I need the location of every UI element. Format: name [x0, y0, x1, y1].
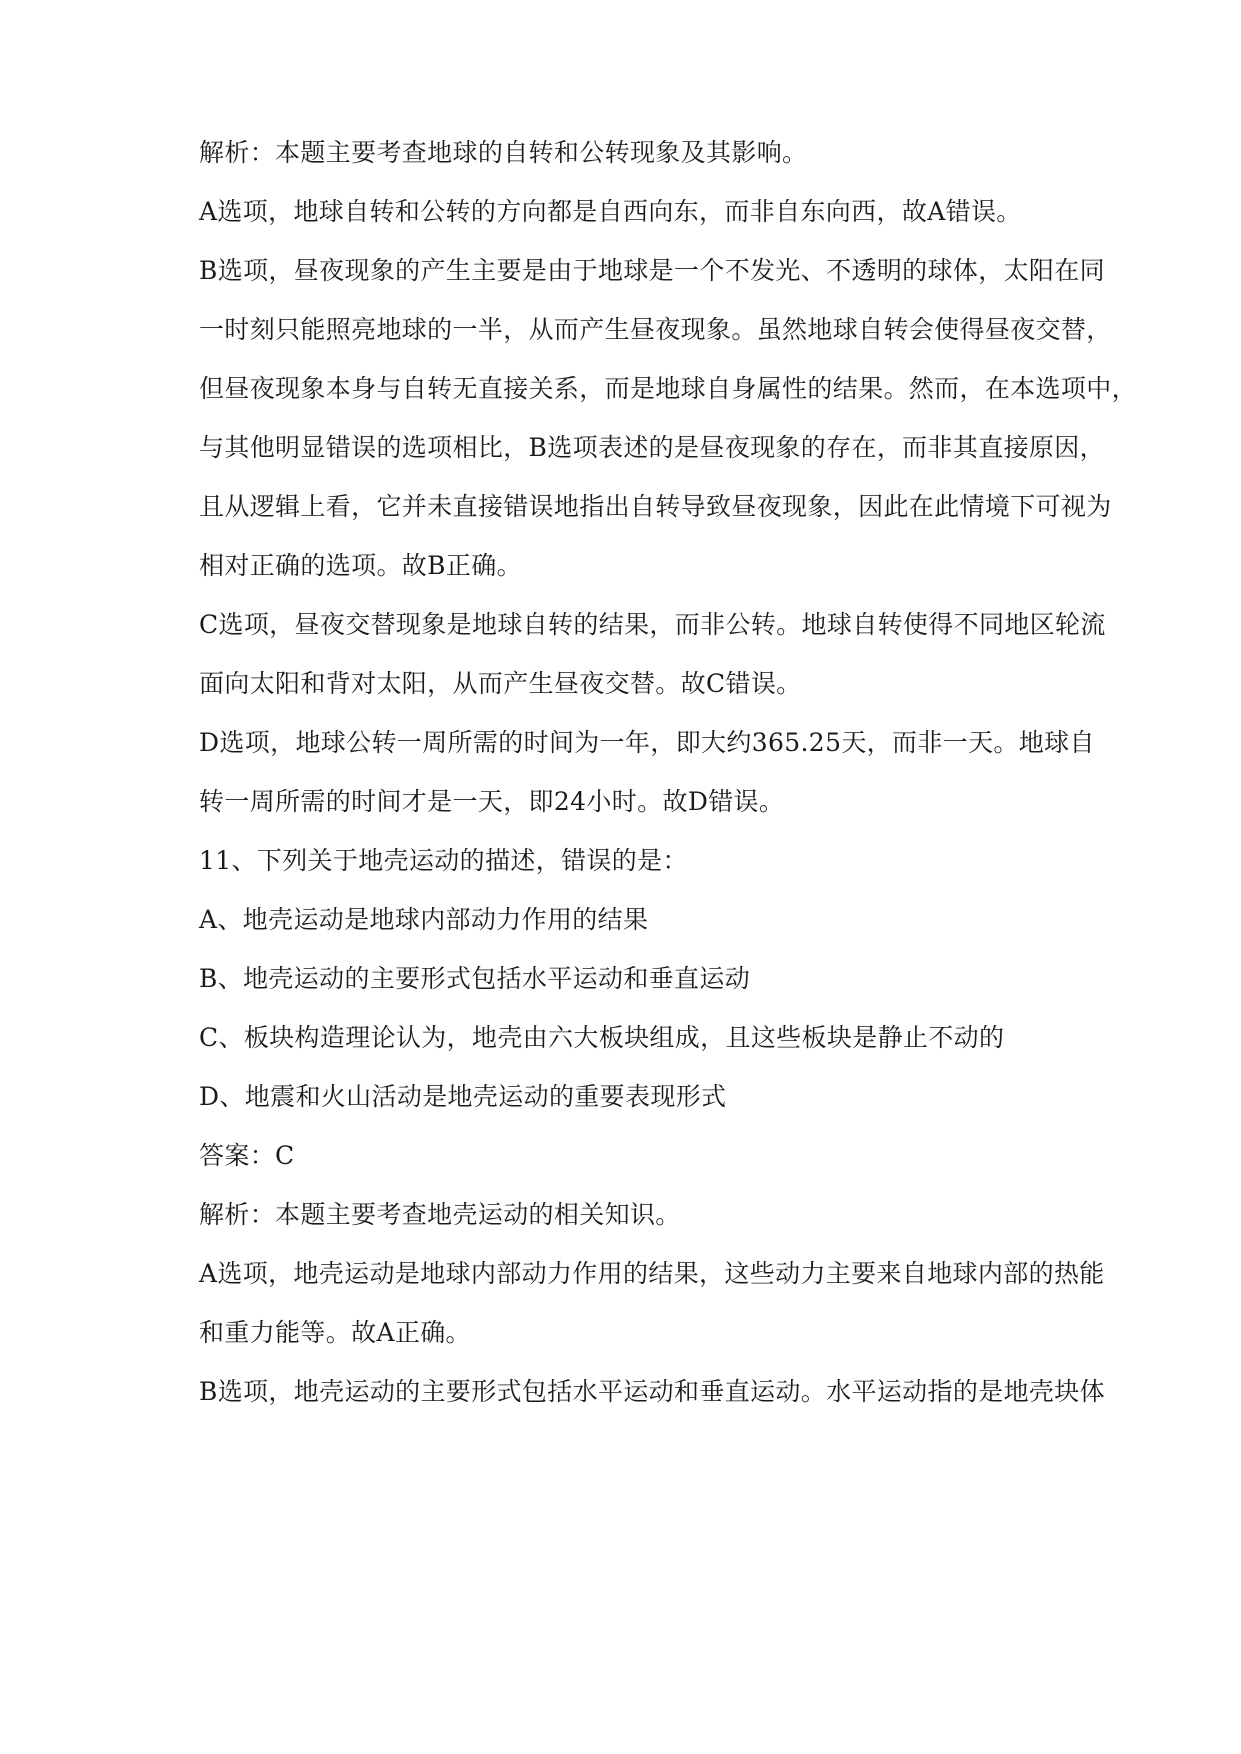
analysis-intro-line: 解析：本题主要考查地壳运动的相关知识。: [199, 1200, 681, 1229]
answer-line: 答案：C: [199, 1141, 295, 1170]
question-option-d: D、地震和火山活动是地壳运动的重要表现形式: [199, 1082, 727, 1111]
question-option-b: B、地壳运动的主要形式包括水平运动和垂直运动: [199, 964, 751, 993]
option-b-analysis-line: 且从逻辑上看，它并未直接错误地指出自转导致昼夜现象，因此在此情境下可视为: [199, 492, 1112, 521]
option-b-analysis-line: 相对正确的选项。故B正确。: [199, 551, 522, 580]
option-a-analysis-line: 和重力能等。故A正确。: [199, 1318, 471, 1347]
option-a-analysis-line: A选项，地壳运动是地球内部动力作用的结果，这些动力主要来自地球内部的热能: [199, 1259, 1105, 1288]
question-11-stem: 11、下列关于地壳运动的描述，错误的是：: [199, 846, 688, 875]
option-b-analysis-line: B选项，地壳运动的主要形式包括水平运动和垂直运动。水平运动指的是地壳块体: [199, 1377, 1105, 1406]
option-b-analysis-line: B选项，昼夜现象的产生主要是由于地球是一个不发光、不透明的球体，太阳在同: [199, 256, 1105, 285]
question-option-a: A、地壳运动是地球内部动力作用的结果: [199, 905, 649, 934]
option-b-analysis-line: 但昼夜现象本身与自转无直接关系，而是地球自身属性的结果。然而，在本选项中，: [199, 374, 1137, 403]
option-c-analysis-line: 面向太阳和背对太阳，从而产生昼夜交替。故C错误。: [199, 669, 802, 698]
option-d-analysis-line: 转一周所需的时间才是一天，即24小时。故D错误。: [199, 787, 785, 816]
option-d-analysis-line: D选项，地球公转一周所需的时间为一年，即大约365.25天，而非一天。地球自: [199, 728, 1095, 757]
option-a-analysis-line: A选项，地球自转和公转的方向都是自西向东，而非自东向西，故A错误。: [199, 197, 1022, 226]
analysis-intro-line: 解析：本题主要考查地球的自转和公转现象及其影响。: [199, 138, 808, 167]
option-b-analysis-line: 一时刻只能照亮地球的一半，从而产生昼夜现象。虽然地球自转会使得昼夜交替，: [199, 315, 1112, 344]
question-option-c: C、板块构造理论认为，地壳由六大板块组成，且这些板块是静止不动的: [199, 1023, 1005, 1052]
option-c-analysis-line: C选项，昼夜交替现象是地球自转的结果，而非公转。地球自转使得不同地区轮流: [199, 610, 1106, 639]
option-b-analysis-line: 与其他明显错误的选项相比，B选项表述的是昼夜现象的存在，而非其直接原因，: [199, 433, 1105, 462]
